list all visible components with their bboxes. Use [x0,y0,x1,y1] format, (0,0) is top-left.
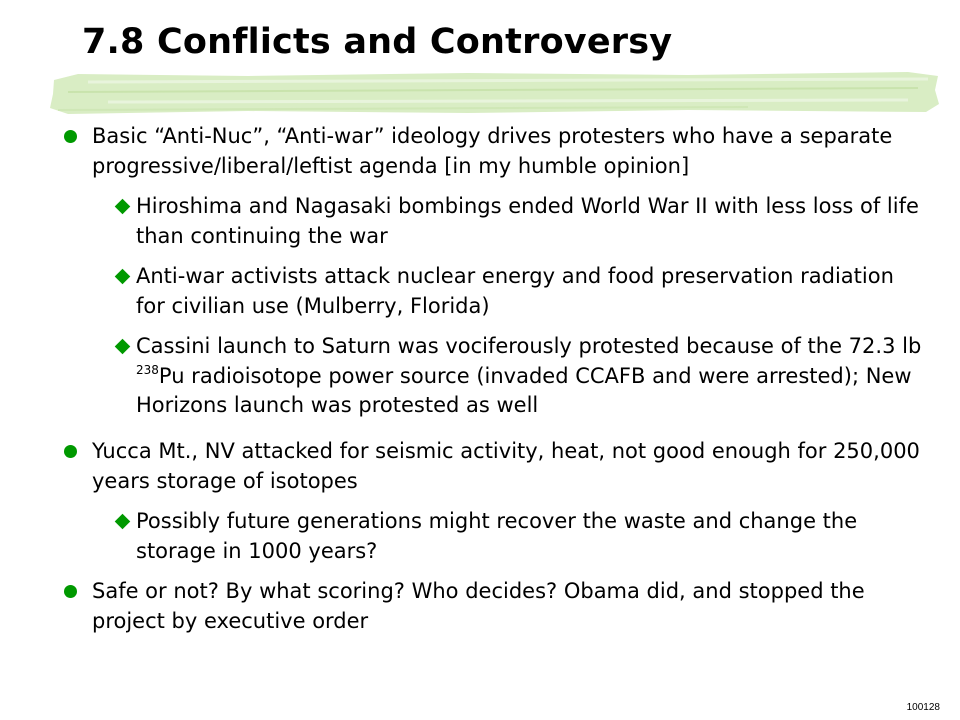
diamond-bullet-icon [115,269,131,285]
sub-bullet-text [136,332,925,421]
bullet-item [64,437,924,496]
round-bullet-icon [64,585,77,598]
round-bullet-icon [64,130,77,143]
bullet-text: Basic “Anti-Nuc”, “Anti-war” ideology drives protesters who have a separate progressive/liberal/leftist agenda [in my humble opinion] [92,124,893,178]
slide-title: 7.8 Conflicts and Controversy [82,22,673,62]
bullet-item [64,122,924,181]
sub-bullet-text: Anti-war activists attack nuclear energy and food preservation radiation for civilian use (Mulberry, Florida) [136,264,894,318]
page-number: 100128 [906,702,940,713]
sub-bullet-item [115,507,925,566]
bullet-item [64,577,924,636]
diamond-bullet-icon [115,339,131,355]
text-before-isotope: Cassini launch to Saturn was vociferously protested because of the 72.3 lb [136,334,922,358]
isotope-superscript: 238 [136,362,159,377]
text-after-isotope: Pu radioisotope power source (invaded CCAFB and were arrested); New Horizons launch was protested as well [136,363,912,417]
sub-bullet-item [115,262,925,321]
bullet-text: Yucca Mt., NV attacked for seismic activity, heat, not good enough for 250,000 years storage of isotopes [92,439,920,493]
sub-bullet-text: Possibly future generations might recover the waste and change the storage in 1000 years? [136,509,858,563]
sub-bullet-item [115,332,925,421]
sub-bullet-text: Hiroshima and Nagasaki bombings ended World War II with less loss of life than continuing the war [136,194,919,248]
diamond-bullet-icon [115,199,131,215]
bullet-text: Safe or not? By what scoring? Who decides? Obama did, and stopped the project by executive order [92,579,865,633]
sub-bullet-item [115,192,925,251]
round-bullet-icon [64,445,77,458]
diamond-bullet-icon [115,514,131,530]
